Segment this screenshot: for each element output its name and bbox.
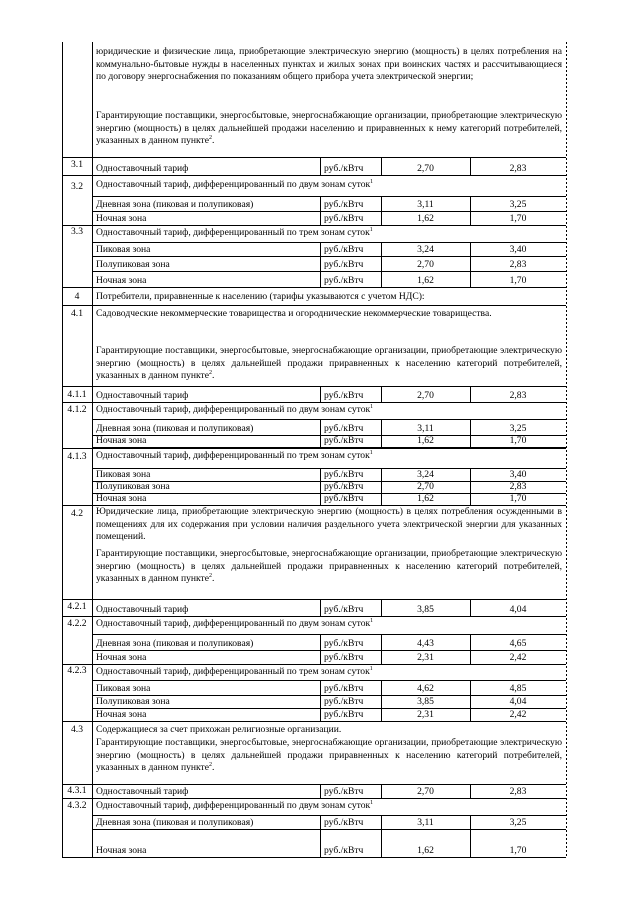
row-rule <box>92 680 566 681</box>
value-2020: 4,04 <box>509 604 527 615</box>
value-2020: 1,70 <box>509 275 527 286</box>
night-zone-label: Ночная зона <box>96 845 147 856</box>
value-2020: 2,83 <box>509 481 527 492</box>
row-rule <box>62 448 566 449</box>
value-2020: 2,83 <box>509 786 527 797</box>
column-rule <box>320 157 321 175</box>
value-2019: 3,85 <box>417 604 434 615</box>
section-text: Садоводческие некоммерческие товарищества и огороднические некоммерческие товарищества. <box>96 308 492 319</box>
day-zone-label: Дневная зона (пиковая и полупиковая) <box>96 817 254 828</box>
footnote-mark: 1 <box>370 800 374 806</box>
footnote-mark: 1 <box>370 404 374 410</box>
value-2019: 4,62 <box>417 683 434 694</box>
value-2019: 1,62 <box>417 213 434 224</box>
value-2019: 2,70 <box>417 163 434 174</box>
unit-cell: руб./кВтч <box>324 423 364 434</box>
unit-cell: руб./кВтч <box>324 683 364 694</box>
value-2019: 3,24 <box>417 244 434 255</box>
value-2019: 1,62 <box>417 275 434 286</box>
value-2019: 3,85 <box>417 696 434 707</box>
value-2020: 2,83 <box>509 163 527 174</box>
footnote-mark: 2 <box>209 135 212 141</box>
row-rule <box>92 634 566 635</box>
one-rate-label: Одноставочный тариф <box>96 390 189 401</box>
unit-cell: руб./кВтч <box>324 244 364 255</box>
footnote-mark: 1 <box>370 179 374 185</box>
two-zone-header: Одноставочный тариф, дифференцированный по двум зонам суток$^1$ <box>96 618 374 629</box>
unit-cell: руб./кВтч <box>324 390 364 401</box>
unit-cell: руб./кВтч <box>324 163 364 174</box>
unit-cell: руб./кВтч <box>324 652 364 663</box>
unit-cell: руб./кВтч <box>324 275 364 286</box>
section-text-2: Гарантирующие поставщики, энергосбытовые, энергоснабжающие организации, приобретающие электрическую энергию (мощность) в целях дальнейшей продажи приравненных к населению категорий потребителей, указанных в данном пункте$^2$. <box>96 548 562 584</box>
section-title: Потребители, приравненные к населению (тарифы указываются с учетом НДС): <box>96 291 425 302</box>
column-rule <box>320 493 321 505</box>
halfpeak-zone-label: Полупиковая зона <box>96 259 170 270</box>
row-rule <box>62 386 566 387</box>
night-zone-label: Ночная зона <box>96 275 147 286</box>
one-rate-label: Одноставочный тариф <box>96 604 189 615</box>
value-2019: 2,70 <box>417 259 434 270</box>
value-2019: 1,62 <box>417 493 434 504</box>
unit-cell: руб./кВтч <box>324 638 364 649</box>
three-zone-header: Одноставочный тариф, дифференцированный по трем зонам суток$^1$ <box>96 666 373 677</box>
row-number: 4.2 <box>71 508 83 519</box>
value-2020: 2,42 <box>509 709 527 720</box>
footnote-mark: 1 <box>369 450 373 456</box>
column-rule <box>320 419 321 435</box>
two-zone-header: Одноставочный тариф, дифференцированный по двум зонам суток$^1$ <box>96 179 374 190</box>
column-rule <box>320 211 321 225</box>
value-2020: 2,42 <box>509 652 527 663</box>
row-rule <box>92 256 566 257</box>
two-zone-header: Одноставочный тариф, дифференцированный по двум зонам суток$^1$ <box>96 800 374 811</box>
value-2020: 1,70 <box>509 213 527 224</box>
column-rule <box>320 815 321 829</box>
row-number: 4.3 <box>71 724 83 735</box>
row-rule <box>92 419 566 420</box>
row-rule <box>62 175 566 176</box>
right-border <box>566 42 567 857</box>
column-rule <box>320 650 321 664</box>
night-zone-label: Ночная зона <box>96 213 147 224</box>
row-rule <box>92 196 566 197</box>
value-2020: 1,70 <box>509 435 527 446</box>
night-zone-label: Ночная зона <box>96 652 147 663</box>
row-rule <box>92 242 566 243</box>
value-2020: 3,25 <box>509 423 527 434</box>
row-rule <box>62 157 566 158</box>
row-rule <box>62 798 566 799</box>
row-rule <box>62 402 566 403</box>
night-zone-label: Ночная зона <box>96 493 147 504</box>
unit-cell: руб./кВтч <box>324 786 364 797</box>
section-text-2: Гарантирующие поставщики, энергосбытовые, энергоснабжающие организации, приобретающие электрическую энергию (мощность) в целях дальнейшей продажи приравненных к населению категорий потребителей, указанных в данном пункте$^2$. <box>96 345 562 381</box>
unit-cell: руб./кВтч <box>324 435 364 446</box>
value-2019: 3,11 <box>417 423 434 434</box>
unit-cell: руб./кВтч <box>324 199 364 210</box>
row-number: 3.2 <box>71 181 83 192</box>
footnote-mark: 1 <box>369 666 373 672</box>
row-number: 4.1.2 <box>67 404 87 415</box>
value-2019: 3,11 <box>417 817 434 828</box>
intro-paragraph-2: Гарантирующие поставщики, энергосбытовые, энергоснабжающие организации, приобретающие электрическую энергию (мощность) в целях дальнейшей продажи населению и приравненных к нему категорий потребителей, указанных в данном пункте$^2$. <box>96 110 562 146</box>
unit-cell: руб./кВтч <box>324 259 364 270</box>
value-2020: 3,25 <box>509 817 527 828</box>
peak-zone-label: Пиковая зона <box>96 469 151 480</box>
halfpeak-zone-label: Полупиковая зона <box>96 481 170 492</box>
row-number: 4 <box>74 291 80 302</box>
value-2020: 4,85 <box>509 683 527 694</box>
column-rule <box>320 708 321 721</box>
value-2020: 4,04 <box>509 696 527 707</box>
three-zone-header: Одноставочный тариф, дифференцированный по трем зонам суток$^1$ <box>96 227 373 238</box>
unit-cell: руб./кВтч <box>324 493 364 504</box>
one-rate-label: Одноставочный тариф <box>96 786 189 797</box>
one-rate-label: Одноставочный тариф <box>96 163 189 174</box>
unit-cell: руб./кВтч <box>324 696 364 707</box>
row-rule <box>62 857 566 858</box>
value-2019: 2,70 <box>417 390 434 401</box>
row-number: 4.1 <box>71 308 83 319</box>
column-rule <box>320 386 321 402</box>
column-rule <box>92 42 93 857</box>
row-rule <box>92 650 566 651</box>
peak-zone-label: Пиковая зона <box>96 244 151 255</box>
column-rule <box>320 256 321 271</box>
two-zone-header: Одноставочный тариф, дифференцированный по двум зонам суток$^1$ <box>96 404 374 415</box>
value-2020: 3,25 <box>509 199 527 210</box>
row-number: 4.2.2 <box>67 618 87 629</box>
value-2020: 1,70 <box>509 845 527 856</box>
column-rule <box>320 599 321 616</box>
row-rule <box>92 815 566 816</box>
row-rule <box>92 271 566 272</box>
value-2020: 3,40 <box>509 244 527 255</box>
night-zone-label: Ночная зона <box>96 709 147 720</box>
day-zone-label: Дневная зона (пиковая и полупиковая) <box>96 638 254 649</box>
value-2020: 4,65 <box>509 638 527 649</box>
column-rule <box>320 784 321 798</box>
value-2019: 2,70 <box>417 481 434 492</box>
column-rule <box>320 271 321 287</box>
unit-cell: руб./кВтч <box>324 709 364 720</box>
column-rule <box>320 481 321 493</box>
unit-cell: руб./кВтч <box>324 481 364 492</box>
value-2020: 2,83 <box>509 390 527 401</box>
column-rule <box>320 829 321 857</box>
row-rule <box>62 721 566 722</box>
column-rule <box>320 242 321 256</box>
value-2019: 3,11 <box>417 199 434 210</box>
value-2020: 1,70 <box>509 493 527 504</box>
column-rule <box>320 196 321 211</box>
value-2019: 3,24 <box>417 469 434 480</box>
row-rule <box>62 784 566 785</box>
column-rule <box>320 634 321 650</box>
row-rule <box>62 305 566 306</box>
row-rule <box>62 616 566 617</box>
value-2020: 3,40 <box>509 469 527 480</box>
footnote-mark: 2 <box>209 573 212 579</box>
row-number: 4.1.1 <box>67 389 87 400</box>
row-rule <box>92 211 566 212</box>
section-text: Юридические лица, приобретающие электрическую энергию (мощность) в целях потребления осужденными в помещениях для их содержания при условии наличия раздельного учета электрической энергии для указанных помещений. <box>96 506 562 542</box>
three-zone-header: Одноставочный тариф, дифференцированный по трем зонам суток$^1$ <box>96 450 373 461</box>
unit-cell: руб./кВтч <box>324 469 364 480</box>
footnote-mark: 2 <box>209 370 212 376</box>
row-number: 4.3.1 <box>67 785 87 796</box>
unit-cell: руб./кВтч <box>324 845 364 856</box>
value-2019: 2,31 <box>417 709 434 720</box>
intro-paragraph: юридические и физические лица, приобретающие электрическую энергию (мощность) в целях потребления на коммунально-бытовые нужды в населенных пунктах и жилых зонах при воинских частях и рассчитывающиеся по договору энергоснабжения по показаниям общего прибора учета электрической энергии; <box>96 46 562 82</box>
row-rule <box>62 287 566 288</box>
footnote-mark: 1 <box>369 227 373 233</box>
column-rule <box>320 680 321 695</box>
day-zone-label: Дневная зона (пиковая и полупиковая) <box>96 199 254 210</box>
value-2019: 2,70 <box>417 786 434 797</box>
unit-cell: руб./кВтч <box>324 604 364 615</box>
section-text: Содержащиеся за счет прихожан религиозные организации. <box>96 724 342 735</box>
row-number: 4.1.3 <box>67 451 87 462</box>
day-zone-label: Дневная зона (пиковая и полупиковая) <box>96 423 254 434</box>
row-rule <box>62 599 566 600</box>
value-2020: 2,83 <box>509 259 527 270</box>
row-rule <box>62 664 566 665</box>
column-rule <box>320 435 321 447</box>
value-2019: 4,43 <box>417 638 434 649</box>
row-number: 3.3 <box>71 226 83 237</box>
value-2019: 1,62 <box>417 845 434 856</box>
row-rule <box>62 225 566 226</box>
value-2019: 1,62 <box>417 435 434 446</box>
halfpeak-zone-label: Полупиковая зона <box>96 696 170 707</box>
night-zone-label: Ночная зона <box>96 435 147 446</box>
row-number: 4.2.1 <box>67 601 87 612</box>
row-number: 4.3.2 <box>67 800 87 811</box>
footnote-mark: 1 <box>370 618 374 624</box>
row-number: 3.1 <box>71 159 83 170</box>
row-rule <box>92 829 566 830</box>
section-text-2: Гарантирующие поставщики, энергосбытовые, энергоснабжающие организации, приобретающие электрическую энергию (мощность) в целях дальнейшей продажи приравненных к населению категорий потребителей, указанных в данном пункте$^2$. <box>96 737 562 773</box>
value-2019: 2,31 <box>417 652 434 663</box>
unit-cell: руб./кВтч <box>324 213 364 224</box>
footnote-mark: 2 <box>209 762 212 768</box>
column-rule <box>320 695 321 708</box>
row-number: 4.2.3 <box>67 665 87 676</box>
unit-cell: руб./кВтч <box>324 817 364 828</box>
peak-zone-label: Пиковая зона <box>96 683 151 694</box>
column-rule <box>320 468 321 481</box>
